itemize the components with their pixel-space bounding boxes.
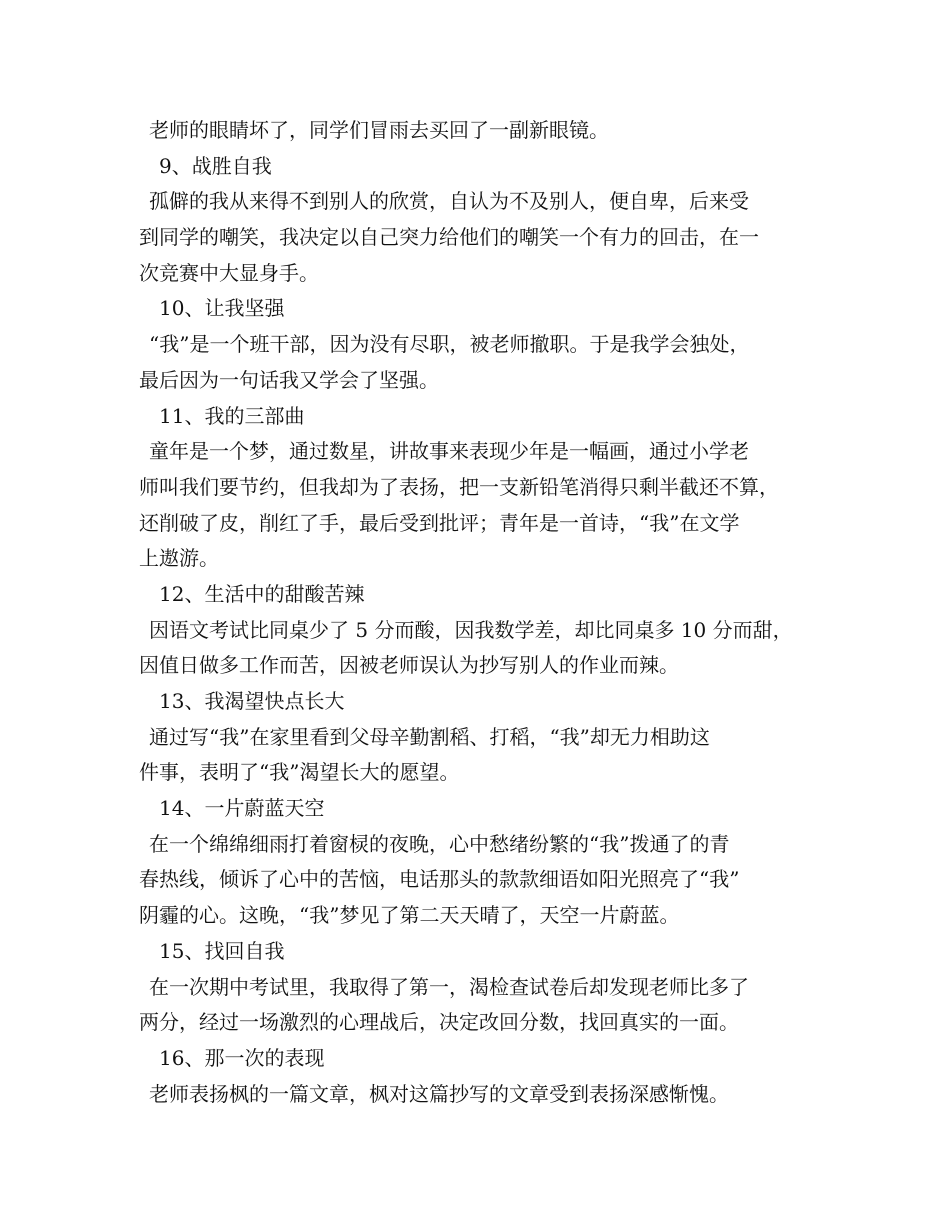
paragraph-line: 师叫我们要节约，但我却为了表扬，把一支新铅笔消得只剩半截还不算， bbox=[139, 474, 779, 499]
paragraph-line: 通过写“我”在家里看到父母辛勤割稻、打稻，“我”却无力相助这 bbox=[149, 724, 710, 749]
paragraph-line: “我”是一个班干部，因为没有尽职，被老师撤职。于是我学会独处， bbox=[149, 332, 750, 357]
section-heading: 11、我的三部曲 bbox=[159, 403, 305, 428]
section-heading: 12、生活中的甜酸苦辣 bbox=[159, 581, 365, 606]
paragraph-line: 因值日做多工作而苦，因被老师误认为抄写别人的作业而辣。 bbox=[139, 653, 679, 678]
section-heading: 14、一片蔚蓝天空 bbox=[159, 796, 325, 821]
paragraph-line: 件事，表明了“我”渴望长大的愿望。 bbox=[139, 760, 460, 785]
paragraph-line: 到同学的嘲笑，我决定以自己突力给他们的嘲笑一个有力的回击，在一 bbox=[139, 225, 759, 250]
document-body bbox=[139, 113, 829, 1112]
paragraph-line: 老师表扬枫的一篇文章，枫对这篇抄写的文章受到表扬深感惭愧。 bbox=[149, 1081, 729, 1106]
section-heading: 9、战胜自我 bbox=[159, 153, 272, 178]
paragraph-line: 孤僻的我从来得不到别人的欣赏，自认为不及别人，便自卑，后来受 bbox=[149, 189, 749, 214]
paragraph-line: 童年是一个梦，通过数星，讲故事来表现少年是一幅画，通过小学老 bbox=[149, 439, 749, 464]
paragraph-line: 因语文考试比同桌少了 5 分而酸，因我数学差，却比同桌多 10 分而甜， bbox=[149, 617, 793, 642]
paragraph-line: 阴霾的心。这晚，“我”梦见了第二天天晴了，天空一片蔚蓝。 bbox=[139, 903, 680, 928]
paragraph-line: 最后因为一句话我又学会了坚强。 bbox=[139, 367, 439, 392]
paragraph-line: 两分，经过一场激烈的心理战后，决定改回分数，找回真实的一面。 bbox=[139, 1010, 739, 1035]
paragraph-line: 老师的眼睛坏了，同学们冒雨去买回了一副新眼镜。 bbox=[149, 118, 609, 142]
section-heading: 13、我渴望快点长大 bbox=[159, 689, 345, 713]
paragraph-line: 在一个绵绵细雨打着窗棂的夜晚，心中愁绪纷繁的“我”拨通了的青 bbox=[149, 831, 730, 856]
paragraph-line: 次竞赛中大显身手。 bbox=[139, 260, 319, 285]
section-heading: 10、让我坚强 bbox=[159, 296, 285, 321]
paragraph-line: 上遨游。 bbox=[139, 546, 219, 571]
section-heading: 15、找回自我 bbox=[159, 938, 285, 963]
paragraph-line: 还削破了皮，削红了手，最后受到批评；青年是一首诗，“我”在文学 bbox=[139, 510, 740, 535]
paragraph-line: 在一次期中考试里，我取得了第一，渴检查试卷后却发现老师比多了 bbox=[149, 974, 749, 999]
section-heading: 16、那一次的表现 bbox=[159, 1045, 325, 1070]
paragraph-line: 春热线，倾诉了心中的苦恼，电话那头的款款细语如阳光照亮了“我” bbox=[139, 867, 740, 892]
